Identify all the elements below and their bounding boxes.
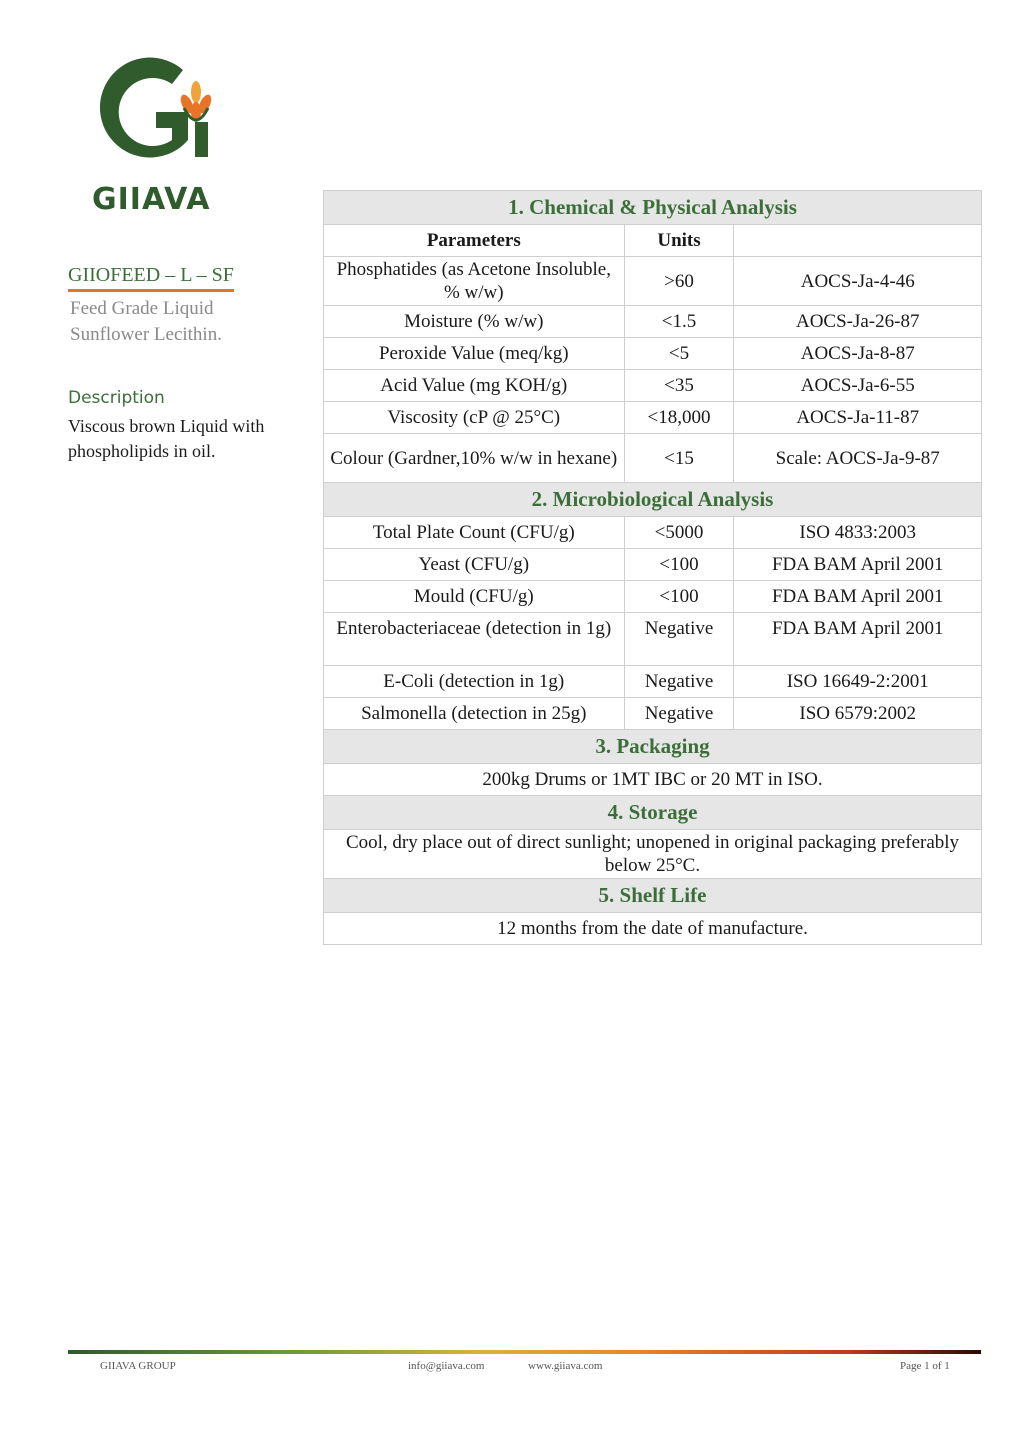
- footer-page-number: Page 1 of 1: [900, 1360, 950, 1372]
- units-cell: Negative: [624, 698, 734, 730]
- section-header-packaging: [324, 730, 982, 764]
- method-cell: FDA BAM April 2001: [734, 549, 982, 581]
- table-row: [324, 402, 982, 434]
- table-row: [324, 434, 982, 483]
- product-subtitle-line2: Sunflower Lecithin.: [70, 324, 222, 345]
- packaging-row: [324, 764, 982, 796]
- brand-name: GIIAVA: [92, 182, 211, 217]
- product-subtitle-line1: Feed Grade Liquid: [70, 298, 214, 319]
- table-row: [324, 517, 982, 549]
- product-sidebar: [68, 264, 288, 464]
- method-cell: FDA BAM April 2001: [734, 613, 982, 666]
- method-cell: AOCS-Ja-6-55: [734, 370, 982, 402]
- units-cell: <18,000: [624, 402, 734, 434]
- units-cell: Negative: [624, 666, 734, 698]
- section-title: 3. Packaging: [324, 730, 982, 764]
- table-row: [324, 338, 982, 370]
- parameter-cell: Total Plate Count (CFU/g): [324, 517, 625, 549]
- table-row: [324, 370, 982, 402]
- units-cell: <1.5: [624, 306, 734, 338]
- parameter-cell: Moisture (% w/w): [324, 306, 625, 338]
- table-row: [324, 613, 982, 666]
- packaging-text: 200kg Drums or 1MT IBC or 20 MT in ISO.: [324, 764, 982, 796]
- footer-company: GIIAVA GROUP: [100, 1360, 176, 1372]
- parameter-cell: Yeast (CFU/g): [324, 549, 625, 581]
- section-header-storage: [324, 796, 982, 830]
- column-header-method: [734, 225, 982, 257]
- column-header-parameters: Parameters: [324, 225, 625, 257]
- method-cell: FDA BAM April 2001: [734, 581, 982, 613]
- storage-text: Cool, dry place out of direct sunlight; unopened in original packaging preferably below 25°C.: [324, 830, 982, 879]
- section-header-chemical: [324, 191, 982, 225]
- footer-email[interactable]: info@giiava.com: [408, 1360, 485, 1372]
- description-heading: Description: [68, 388, 165, 408]
- units-cell: Negative: [624, 613, 734, 666]
- product-code: GIIOFEED – L – SF: [68, 264, 234, 292]
- table-column-headers: [324, 225, 982, 257]
- table-row: [324, 698, 982, 730]
- method-cell: AOCS-Ja-4-46: [734, 257, 982, 306]
- units-cell: <35: [624, 370, 734, 402]
- parameter-cell: Viscosity (cP @ 25°C): [324, 402, 625, 434]
- parameter-cell: Salmonella (detection in 25g): [324, 698, 625, 730]
- units-cell: <5: [624, 338, 734, 370]
- method-cell: ISO 4833:2003: [734, 517, 982, 549]
- units-cell: >60: [624, 257, 734, 306]
- description-text: Viscous brown Liquid with phospholipids in oil.: [68, 416, 265, 461]
- method-cell: ISO 6579:2002: [734, 698, 982, 730]
- table-row: [324, 257, 982, 306]
- parameter-cell: Enterobacteriaceae (detection in 1g): [324, 613, 625, 666]
- table-row: [324, 581, 982, 613]
- section-header-shelf-life: [324, 879, 982, 913]
- section-title: 5. Shelf Life: [324, 879, 982, 913]
- footer-website[interactable]: www.giiava.com: [528, 1360, 603, 1372]
- units-cell: <100: [624, 581, 734, 613]
- section-title: 4. Storage: [324, 796, 982, 830]
- product-subtitle: [68, 296, 288, 348]
- shelf-life-text: 12 months from the date of manufacture.: [324, 913, 982, 945]
- units-cell: <15: [624, 434, 734, 483]
- column-header-units: Units: [624, 225, 734, 257]
- parameter-cell: Peroxide Value (meq/kg): [324, 338, 625, 370]
- parameter-cell: Phosphatides (as Acetone Insoluble, % w/w): [324, 257, 625, 306]
- parameter-cell: E-Coli (detection in 1g): [324, 666, 625, 698]
- units-cell: <5000: [624, 517, 734, 549]
- table-row: [324, 666, 982, 698]
- method-cell: AOCS-Ja-8-87: [734, 338, 982, 370]
- method-cell: Scale: AOCS-Ja-9-87: [734, 434, 982, 483]
- table-row: [324, 549, 982, 581]
- parameter-cell: Acid Value (mg KOH/g): [324, 370, 625, 402]
- method-cell: ISO 16649-2:2001: [734, 666, 982, 698]
- section-header-micro: [324, 483, 982, 517]
- footer-divider: [68, 1350, 981, 1354]
- section-title: 2. Microbiological Analysis: [324, 483, 982, 517]
- method-cell: AOCS-Ja-26-87: [734, 306, 982, 338]
- specification-table: [323, 190, 982, 945]
- table-row: [324, 306, 982, 338]
- parameter-cell: Colour (Gardner,10% w/w in hexane): [324, 434, 625, 483]
- parameter-cell: Mould (CFU/g): [324, 581, 625, 613]
- storage-row: [324, 830, 982, 879]
- method-cell: AOCS-Ja-11-87: [734, 402, 982, 434]
- section-title: 1. Chemical & Physical Analysis: [324, 191, 982, 225]
- shelf-life-row: [324, 913, 982, 945]
- units-cell: <100: [624, 549, 734, 581]
